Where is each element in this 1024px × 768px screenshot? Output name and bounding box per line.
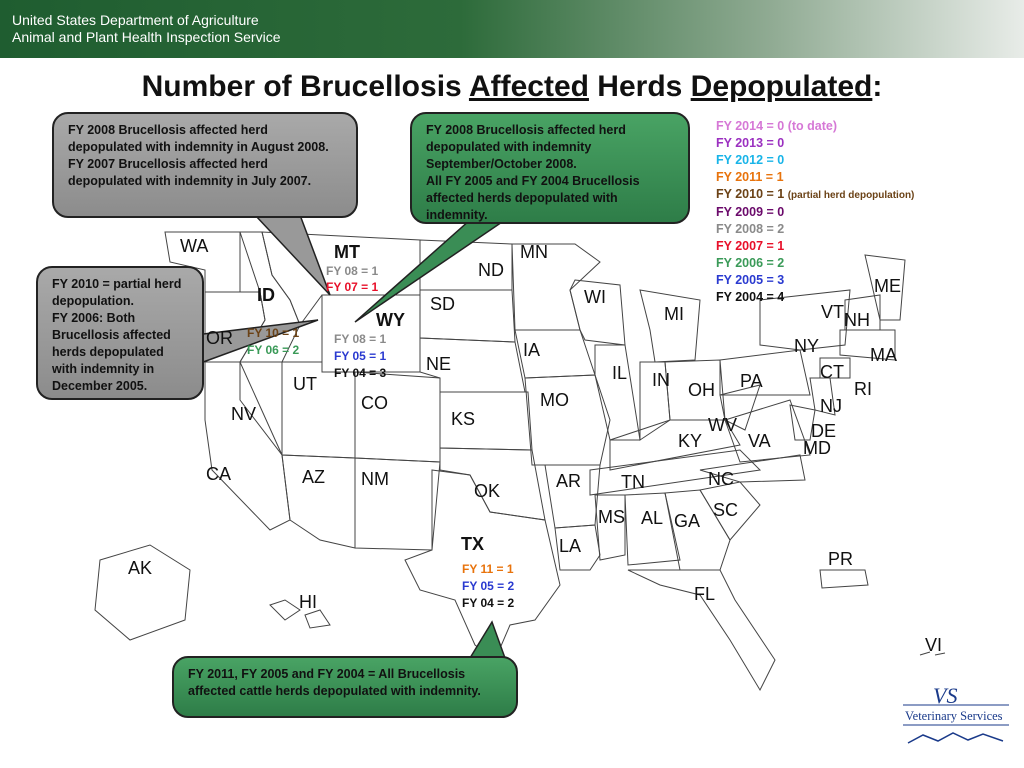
state-ca: CA [206,464,232,484]
header-agency: United States Department of Agriculture [12,12,259,28]
legend-fy2009: FY 2009 = 0 [716,205,785,219]
state-la: LA [559,536,582,556]
state-sc: SC [713,500,739,520]
tx-fy05: FY 05 = 2 [462,579,515,593]
legend-fy2005: FY 2005 = 3 [716,273,785,287]
vs-initials: VS [933,683,958,708]
callout-idaho-line1: FY 2010 = partial herd depopulation. [52,277,182,308]
state-wa: WA [180,236,209,256]
state-ia: IA [523,340,541,360]
state-wy: WY [376,310,405,330]
state-ct: CT [820,362,844,382]
state-ky: KY [678,431,703,451]
callout-pointer-tx [470,622,505,658]
id-fy06: FY 06 = 2 [247,343,300,357]
state-al: AL [641,508,664,528]
map-pr [820,570,868,588]
callout-wyoming-line2: All FY 2005 and FY 2004 Brucellosis affected herds depopulated with indemnity. [426,174,640,222]
state-md: MD [803,438,831,458]
map-co [355,372,440,462]
veterinary-services-logo [903,683,1009,749]
state-or: OR [206,328,233,348]
state-fl: FL [694,584,716,604]
state-id: ID [257,285,275,305]
state-ok: OK [474,481,501,501]
state-az: AZ [302,467,326,487]
state-ma: MA [870,345,897,365]
state-de: DE [811,421,837,441]
legend-fy2010: FY 2010 = 1 [716,187,785,201]
wy-fy04: FY 04 = 3 [334,366,387,380]
state-nm: NM [361,469,389,489]
map-tn [590,450,760,495]
vs-logo-graphic [903,683,1009,749]
state-co: CO [361,393,388,413]
mt-fy08: FY 08 = 1 [326,264,379,278]
state-il: IL [612,363,628,383]
state-ny: NY [794,336,820,356]
state-wi: WI [584,287,606,307]
map-ca [205,362,290,530]
state-vt: VT [821,302,845,322]
wy-fy08: FY 08 = 1 [334,332,387,346]
fiscal-year-legend [716,118,914,306]
header-service: Animal and Plant Health Inspection Service [12,29,281,45]
state-tn: TN [621,472,645,492]
state-ks: KS [451,409,476,429]
page-title: Number of Brucellosis Affected Herds Depopulated: [141,70,883,103]
legend-fy2010-row [716,186,914,204]
legend-fy2012: FY 2012 = 0 [716,153,785,167]
state-ar: AR [556,471,582,491]
state-ne: NE [426,354,452,374]
legend-fy2007: FY 2007 = 1 [716,239,785,253]
state-nv: NV [231,404,257,424]
state-sd: SD [430,294,456,314]
id-fy10: FY 10 = 1 [247,326,300,340]
state-va: VA [748,431,771,451]
tx-fy04: FY 04 = 2 [462,596,515,610]
callout-pointer-mt [255,215,330,295]
state-me: ME [874,276,901,296]
callout-montana-line2: FY 2007 Brucellosis affected herd depopulated with indemnity in July 2007. [68,157,312,188]
legend-fy2004: FY 2004 = 4 [716,290,785,304]
tx-fy11: FY 11 = 1 [462,562,514,576]
legend-fy2014: FY 2014 = 0 (to date) [716,119,837,133]
state-nh: NH [844,310,870,330]
state-mn: MN [520,242,548,262]
state-ms: MS [598,507,625,527]
legend-fy2006: FY 2006 = 2 [716,256,785,270]
state-ak: AK [128,558,153,578]
callout-montana-line1: FY 2008 Brucellosis affected herd depopulated with indemnity in August 2008. [68,123,329,154]
state-oh: OH [688,380,715,400]
state-hi: HI [299,592,317,612]
state-nj: NJ [820,396,842,416]
state-nc: NC [708,469,734,489]
callout-montana [52,112,358,218]
callout-wyoming [410,112,690,224]
state-pa: PA [740,371,763,391]
map-mo [525,375,610,465]
legend-partial-note: (partial herd depopulation) [787,190,915,201]
callout-idaho-line2: FY 2006: Both Brucellosis affected herds depopulated with indemnity in December 2005. [52,311,171,393]
vs-text: Veterinary Services [905,709,1003,723]
state-in: IN [652,370,670,390]
state-tx: TX [461,534,485,554]
callout-wyoming-line1: FY 2008 Brucellosis affected herd depopulated with indemnity September/October 2008. [426,123,626,171]
state-ut: UT [293,374,317,394]
legend-fy2013: FY 2013 = 0 [716,136,785,150]
mt-fy07: FY 07 = 1 [326,280,379,294]
state-pr: PR [828,549,854,569]
map-mi [640,290,700,362]
legend-fy2008: FY 2008 = 2 [716,222,785,236]
state-nd: ND [478,260,504,280]
callout-idaho [36,266,204,400]
state-wv: WV [708,415,737,435]
state-vi: VI [925,635,943,655]
state-ri: RI [854,379,872,399]
state-mt: MT [334,242,360,262]
state-mo: MO [540,390,569,410]
callout-texas [172,656,518,718]
callout-texas-line1: FY 2011, FY 2005 and FY 2004 = All Brucellosis affected cattle herds depopulated with indemnity. [188,667,481,698]
legend-fy2011: FY 2011 = 1 [716,170,784,184]
state-ga: GA [674,511,701,531]
wy-fy05: FY 05 = 1 [334,349,387,363]
state-mi: MI [664,304,684,324]
map-il [595,345,640,440]
